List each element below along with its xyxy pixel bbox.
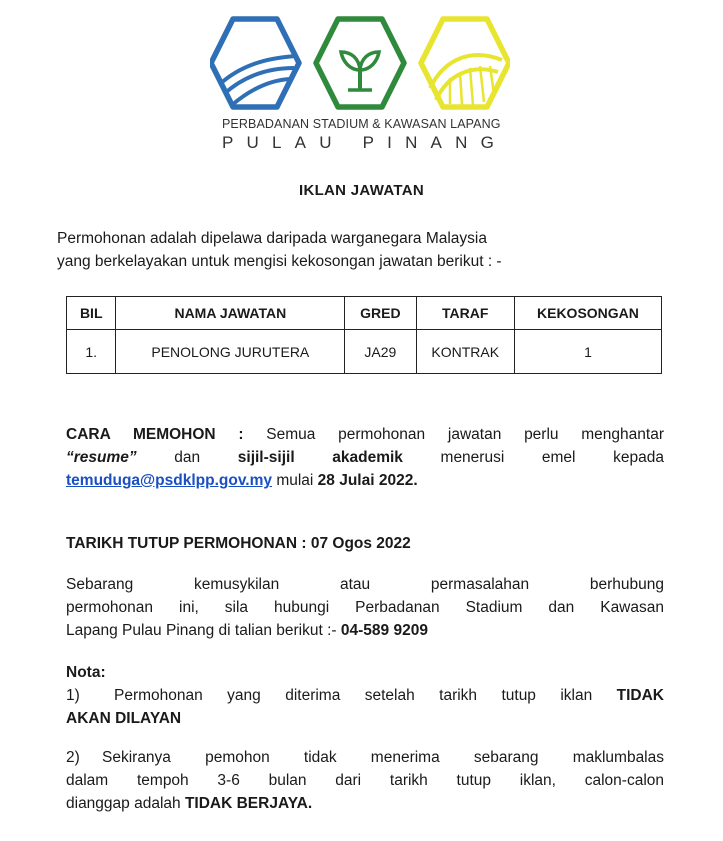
- cell-nama-jawatan: PENOLONG JURUTERA: [116, 330, 345, 374]
- nota-item1-bold2: AKAN DILAYAN: [66, 710, 182, 727]
- cara-resume: “resume”: [66, 449, 137, 466]
- organization-logo: [0, 0, 723, 160]
- logo-hexagons-icon: [210, 8, 510, 120]
- nota-item1-text: Permohonan yang diterima setelah tarikh tutup iklan: [114, 687, 617, 704]
- cara-line3: [66, 469, 664, 492]
- page-title: IKLAN JAWATAN: [298, 182, 424, 199]
- nota-section: [66, 661, 664, 730]
- nota-item1-line1: [66, 684, 664, 707]
- blue-hexagon-icon: [211, 19, 299, 107]
- cara-text4: mulai: [272, 472, 318, 489]
- table-row: [67, 330, 662, 374]
- intro-line1: Permohonan adalah dipelawa daripada warganegara Malaysia: [57, 230, 487, 247]
- nota-label: [66, 661, 664, 684]
- enquiry-line1: Sebarang kemusykilan atau permasalahan berhubung: [66, 576, 664, 593]
- cara-text2: dan: [136, 449, 238, 466]
- nota-item2-text3: dianggap adalah: [66, 795, 185, 812]
- header-kekosongan: KEKOSONGAN: [514, 297, 661, 330]
- green-hexagon-icon: [316, 19, 404, 107]
- nota-item2: [66, 746, 664, 815]
- enquiry-line3-text: Lapang Pulau Pinang di talian berikut :-: [66, 622, 341, 639]
- cara-sijil: sijil-sijil akademik: [237, 449, 403, 466]
- nota-item1-num: 1): [66, 687, 80, 704]
- tarikh-tutup-line: TARIKH TUTUP PERMOHONAN : 07 Ogos 2022: [66, 535, 411, 552]
- enquiry-line3: [66, 619, 664, 642]
- intro-line2: yang berkelayakan untuk mengisi kekosongan jawatan berikut : -: [57, 253, 502, 270]
- cell-gred: JA29: [345, 330, 416, 374]
- cell-bil: 1.: [67, 330, 116, 374]
- cell-kekosongan: 1: [514, 330, 661, 374]
- nota-item2-text1: Sekiranya pemohon tidak menerima sebarang maklumbalas: [102, 749, 664, 766]
- nota-label-text: Nota:: [66, 664, 106, 681]
- cara-label: CARA MEMOHON :: [66, 426, 244, 443]
- cara-line1: [66, 423, 664, 446]
- header-gred: GRED: [345, 297, 416, 330]
- nota-item2-bold: TIDAK BERJAYA.: [184, 795, 313, 812]
- cara-line2: [66, 446, 664, 469]
- cara-text3: menerusi emel kepada: [402, 449, 664, 466]
- header-bil: BIL: [67, 297, 116, 330]
- org-name-line2: PULAU PINANG: [222, 133, 507, 152]
- enquiry-phone: 04-589 9209: [340, 622, 428, 639]
- vacancy-table: [66, 296, 662, 374]
- nota-item2-line2: dalam tempoh 3-6 bulan dari tarikh tutup iklan, calon-calon: [66, 772, 664, 789]
- nota-item1-bold1: TIDAK: [616, 687, 664, 704]
- nota-item2-num: 2): [66, 749, 80, 766]
- table-header-row: [67, 297, 662, 330]
- org-name-line1: PERBADANAN STADIUM & KAWASAN LAPANG: [222, 117, 501, 131]
- enquiry-paragraph: [66, 573, 664, 642]
- cara-date: 28 Julai 2022.: [317, 472, 418, 489]
- header-nama-jawatan: NAMA JAWATAN: [116, 297, 345, 330]
- cara-memohon-paragraph: [66, 423, 664, 492]
- nota-item1-line2: [66, 707, 664, 730]
- header-taraf: TARAF: [416, 297, 514, 330]
- enquiry-line2: permohonan ini, sila hubungi Perbadanan Stadium dan Kawasan: [66, 599, 664, 616]
- cara-text1: Semua permohonan jawatan perlu menghantar: [243, 426, 664, 443]
- email-link[interactable]: temuduga@psdklpp.gov.my: [66, 472, 273, 489]
- cell-taraf: KONTRAK: [416, 330, 514, 374]
- yellow-hexagon-icon: [421, 19, 509, 107]
- intro-paragraph: [57, 227, 677, 273]
- nota-item2-line3: [66, 792, 664, 815]
- nota-item2-line1: [66, 746, 664, 769]
